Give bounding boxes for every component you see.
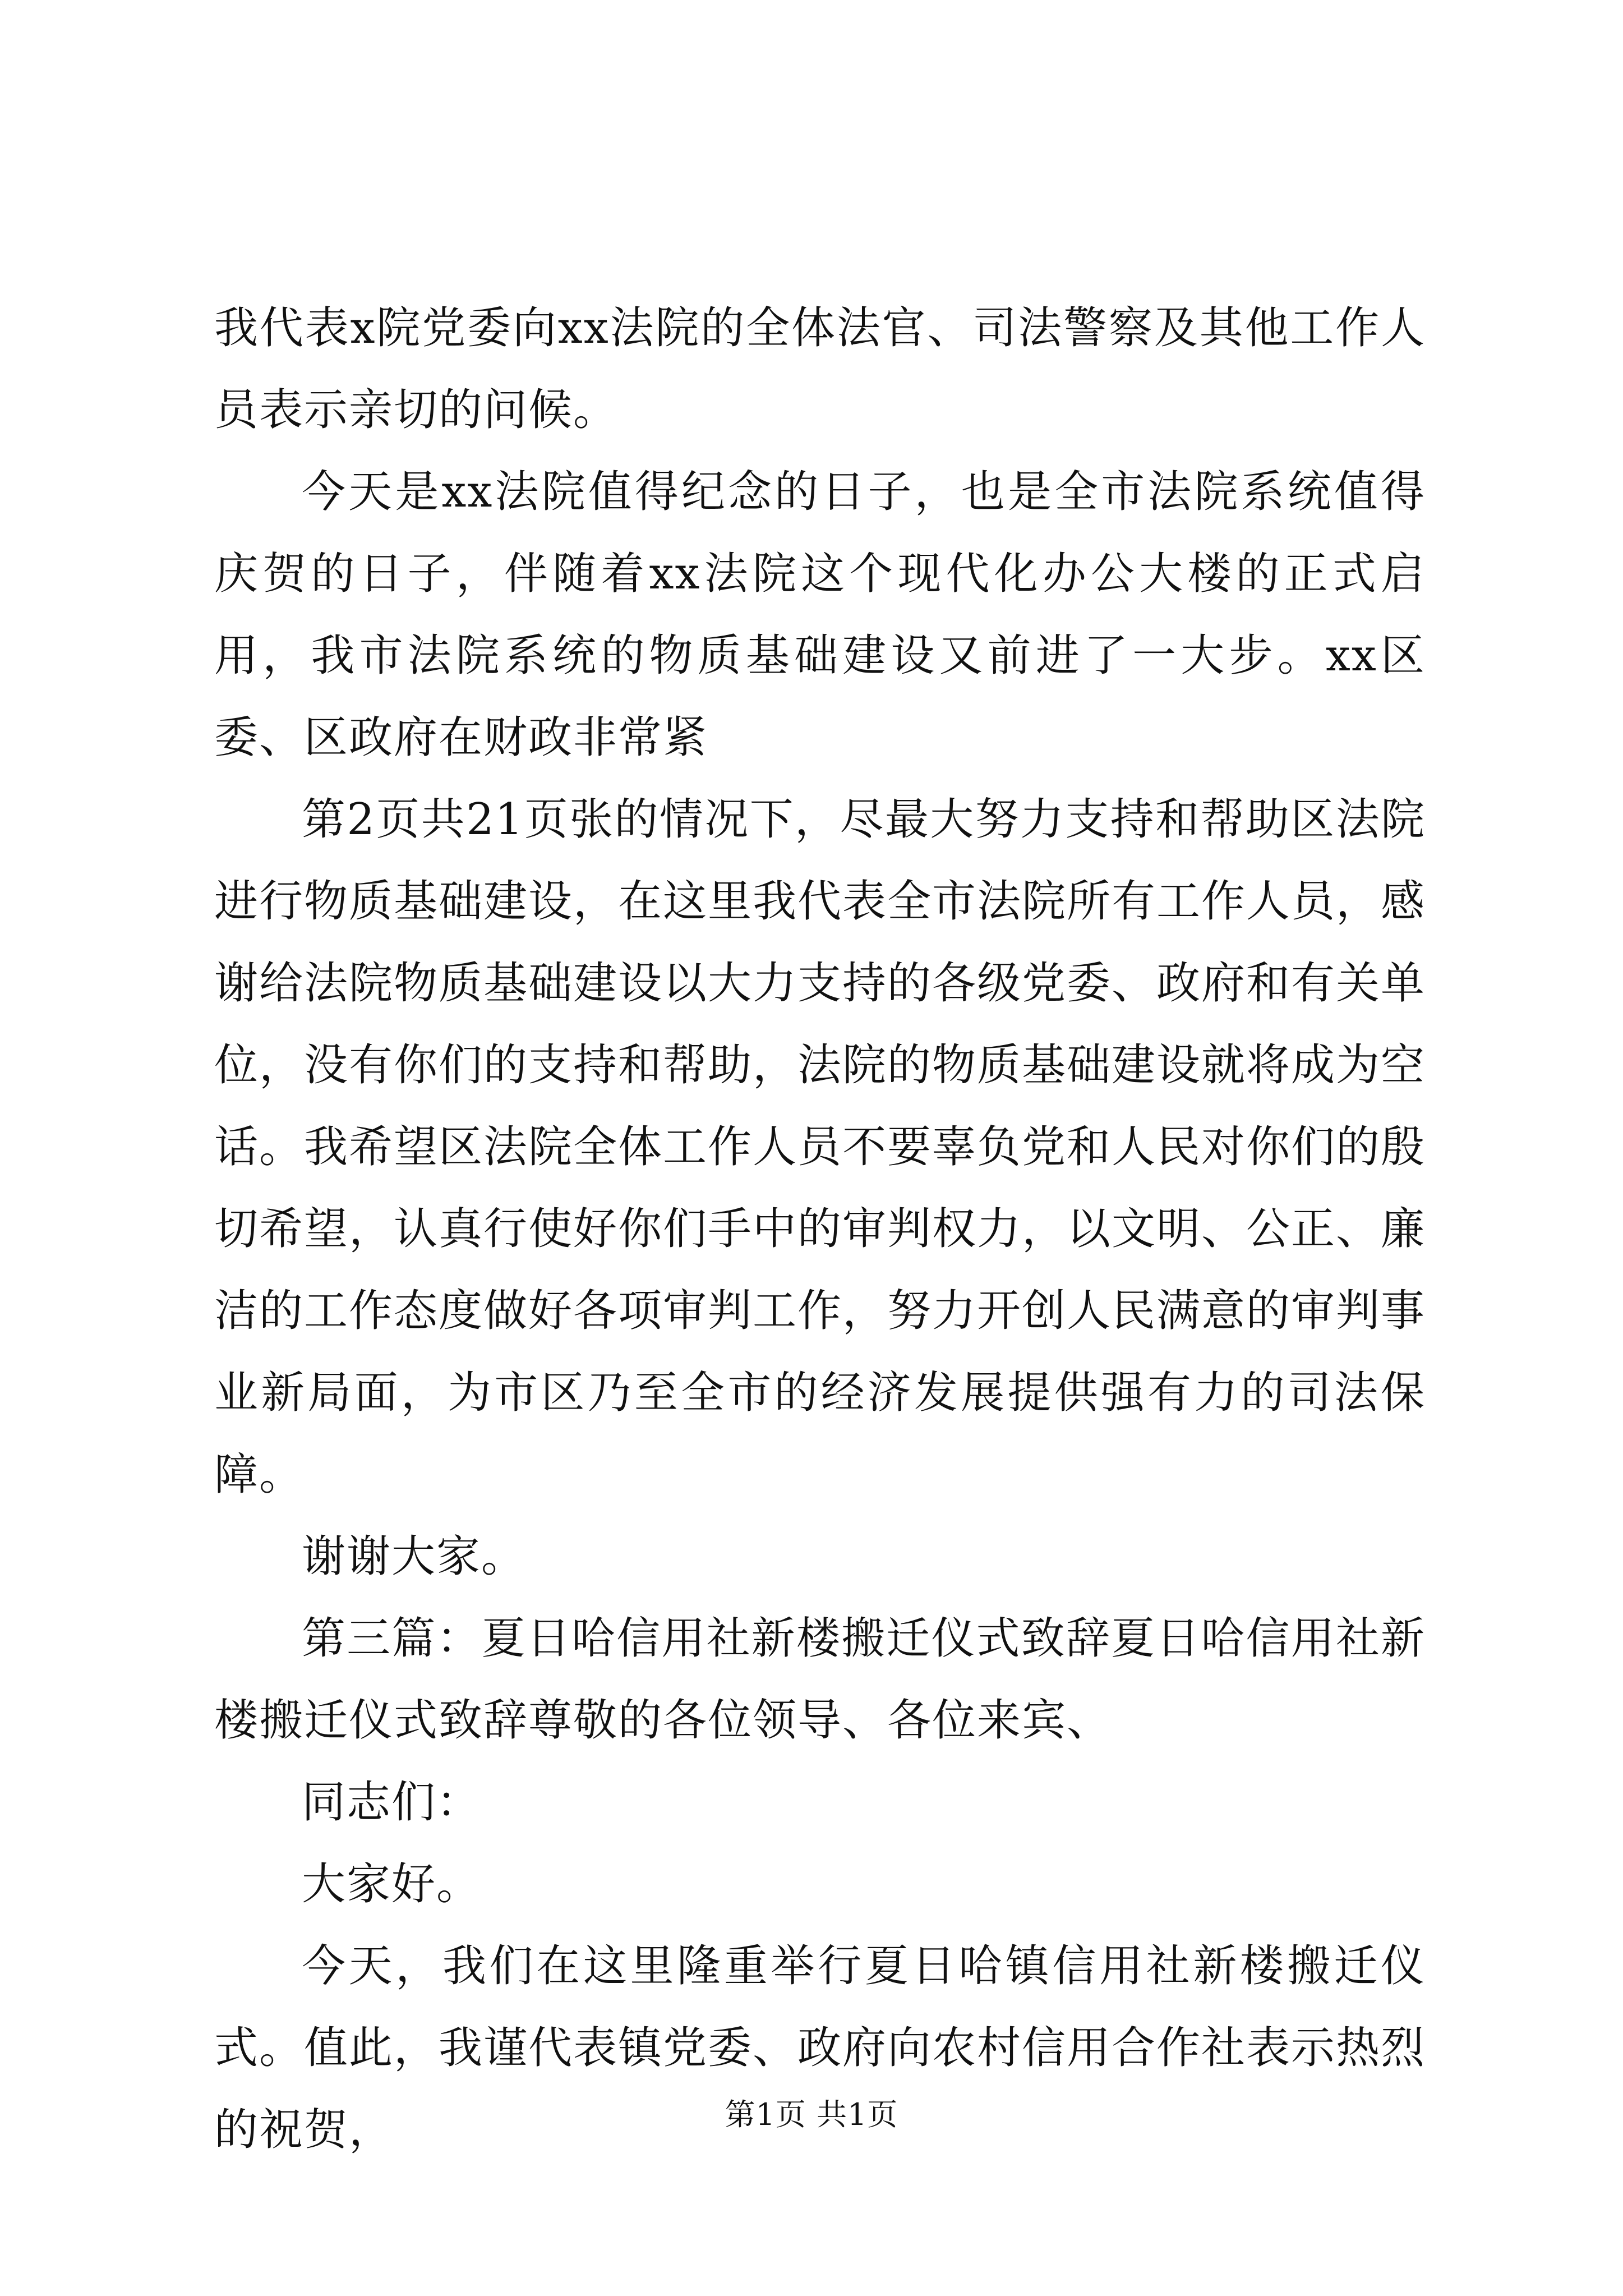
paragraph-1: 我代表x院党委向xx法院的全体法官、司法警察及其他工作人员表示亲切的问候。 [214,303,1426,435]
paragraph-4: 谢谢大家。 [302,1531,527,1582]
paragraph-5-section-heading: 第三篇：夏日哈信用社新楼搬迁仪式致辞夏日哈信用社新楼搬迁仪式致辞尊敬的各位领导、各位来宾、 [214,1613,1426,1746]
paragraph-7-greeting: 大家好。 [302,1859,482,1910]
paragraph-6-salutation: 同志们： [302,1777,482,1828]
document-body [214,287,1426,2171]
paragraph-8: 今天，我们在这里隆重举行夏日哈镇信用社新楼搬迁仪式。值此，我谨代表镇党委、政府向农村信用合作社表示热烈的祝贺， [214,1941,1426,2155]
paragraph-2: 今天是xx法院值得纪念的日子，也是全市法院系统值得庆贺的日子，伴随着xx法院这个现代化办公大楼的正式启用，我市法院系统的物质基础建设又前进了一大步。xx区委、区政府在财政非常紧 [214,467,1426,763]
paragraph-3: 第2页共21页张的情况下，尽最大努力支持和帮助区法院进行物质基础建设，在这里我代表全市法院所有工作人员，感谢给法院物质基础建设以大力支持的各级党委、政府和有关单位，没有你们的支持和帮助，法院的物质基础建设就将成为空话。我希望区法院全体工作人员不要辜负党和人民对你们的殷切希望，认真行使好你们手中的审判权力，以文明、公正、廉洁的工作态度做好各项审判工作，努力开创人民满意的审判事业新局面，为市区乃至全市的经济发展提供强有力的司法保障。 [214,794,1426,1500]
page-footer: 第1页 共1页 [725,2097,898,2132]
